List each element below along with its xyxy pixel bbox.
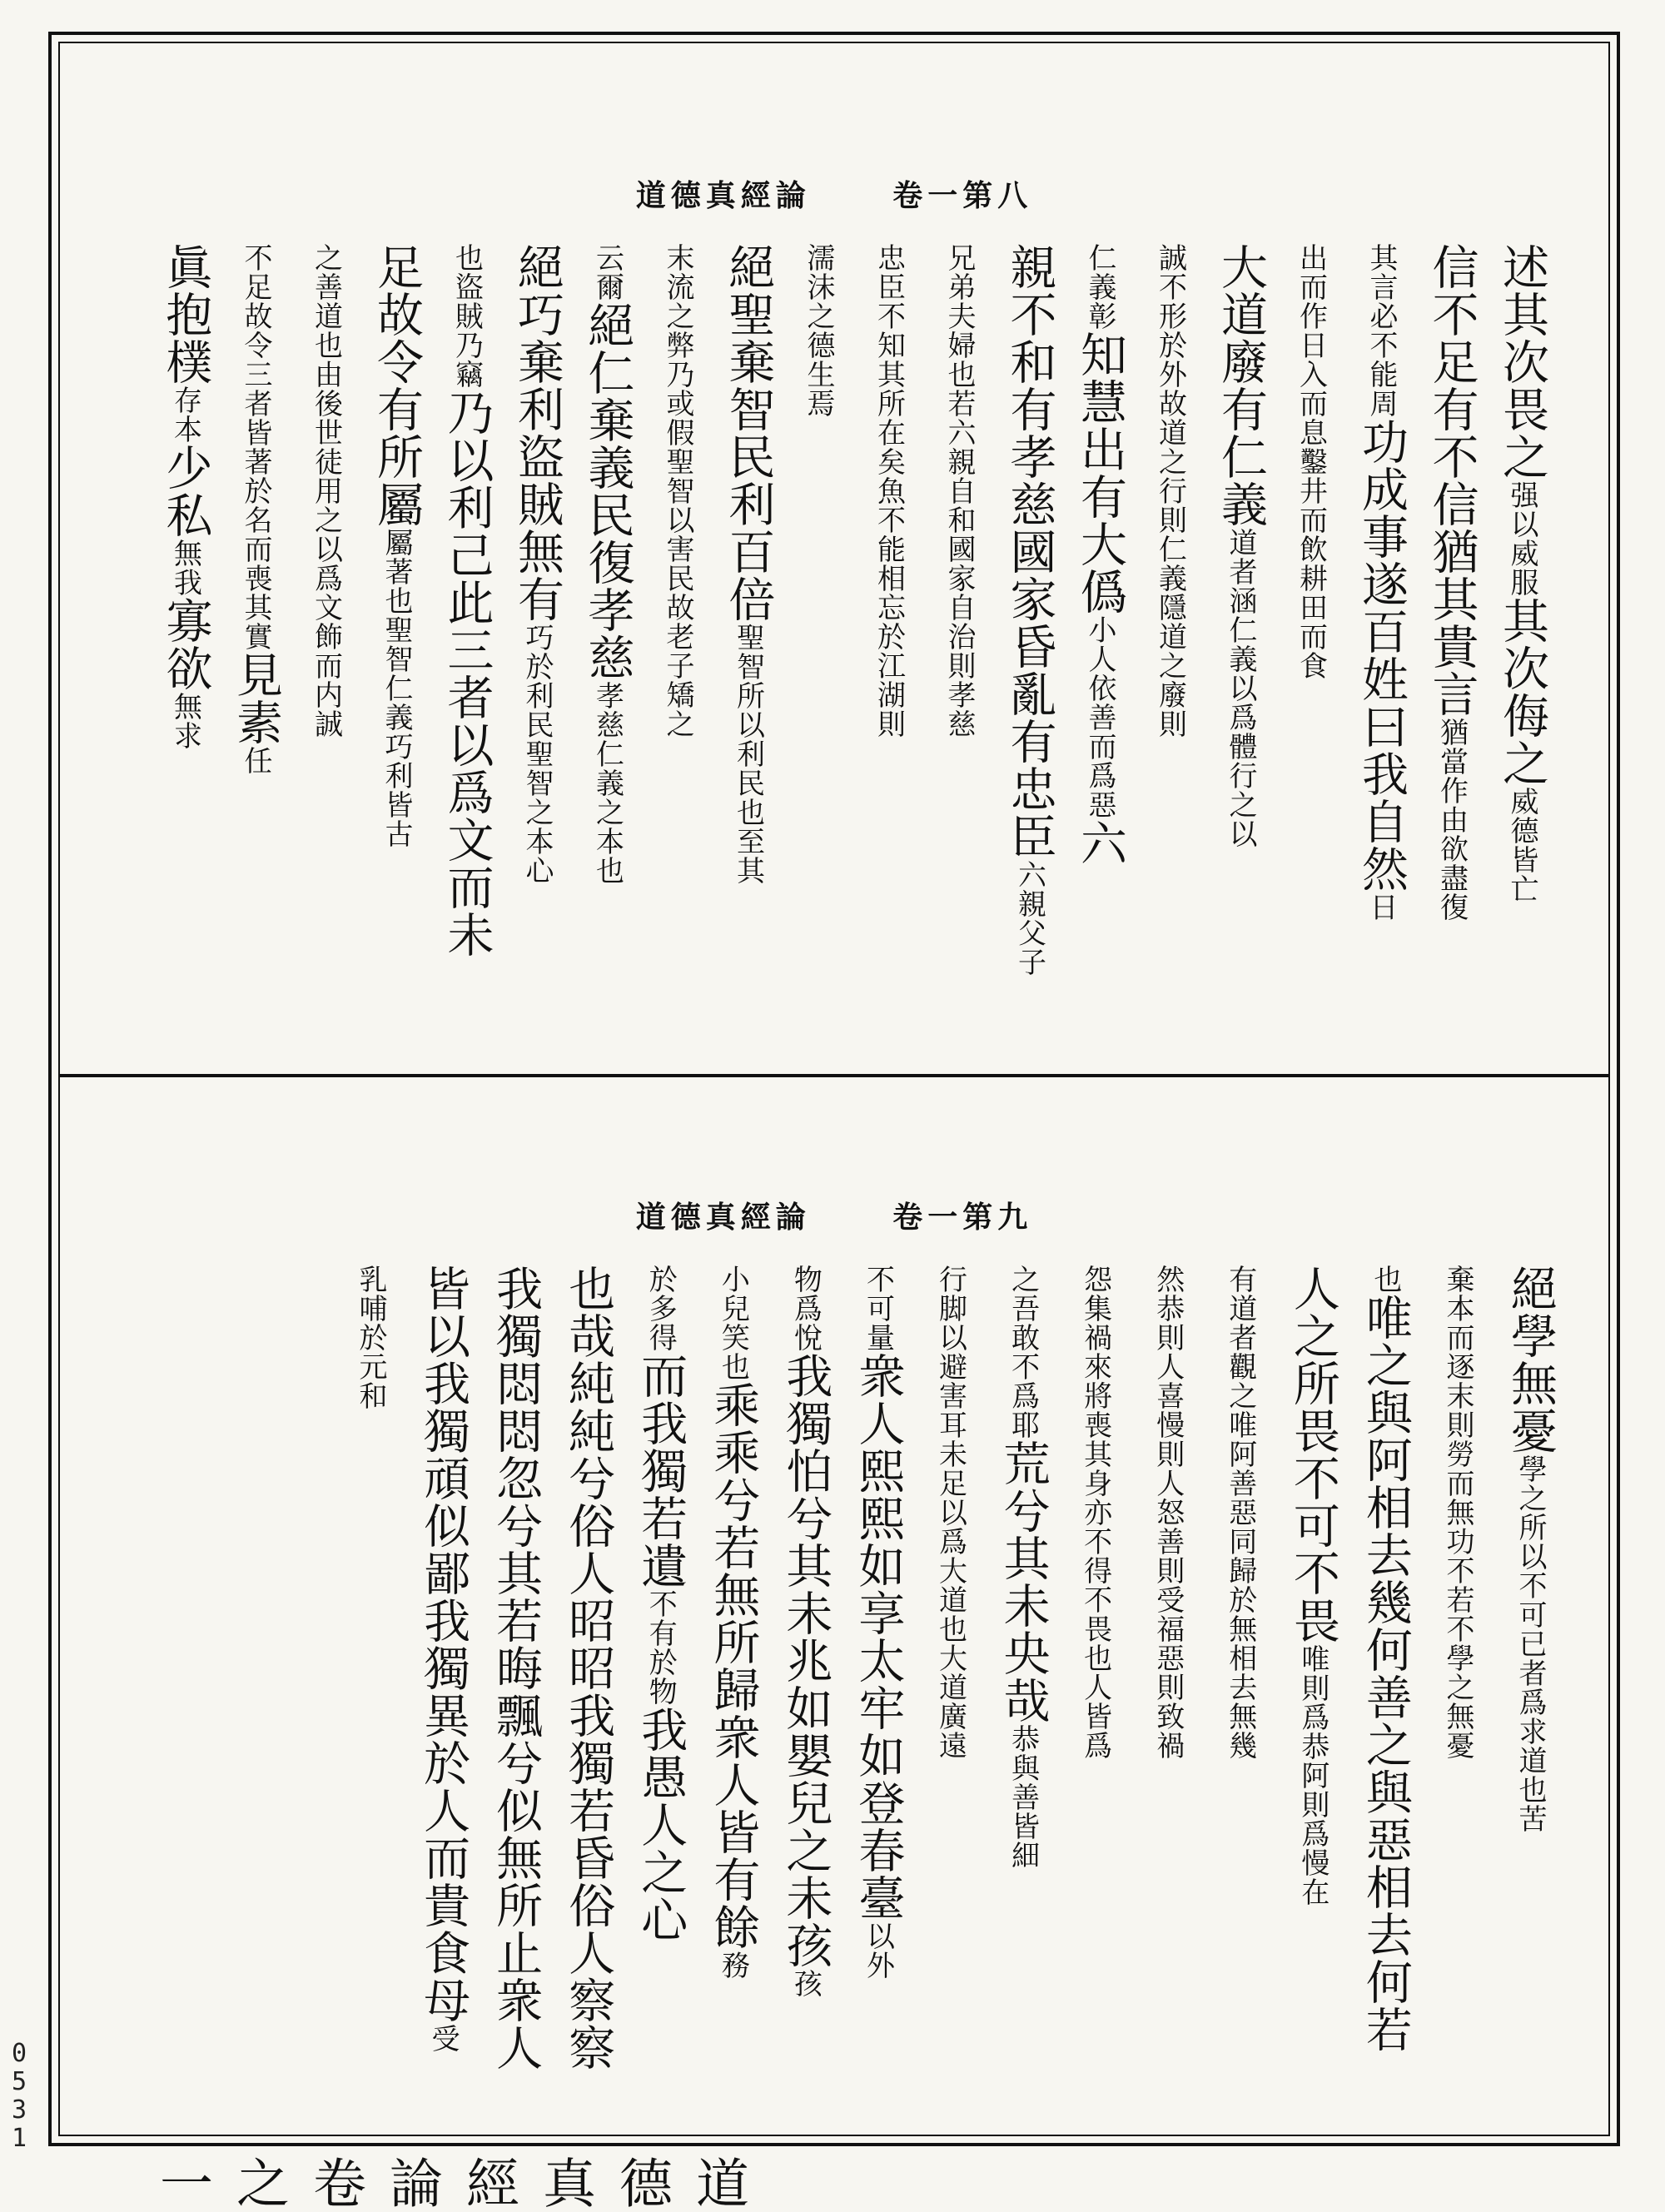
- text-column: [1207, 243, 1278, 1057]
- commentary-text: 强以威服: [1505, 480, 1538, 597]
- scripture-text: 六: [1073, 819, 1127, 867]
- scripture-text: 見素: [229, 651, 283, 746]
- text-column: [624, 1265, 697, 2126]
- text-column: [987, 1265, 1060, 2126]
- text-column: [1132, 1265, 1205, 2126]
- commentary-text: 巧於利民聖智之本心: [520, 623, 554, 885]
- text-column: [1418, 243, 1489, 1057]
- text-column: [914, 1265, 987, 2126]
- scripture-text: 述其次畏之: [1495, 243, 1549, 480]
- bottom-panel: [60, 1077, 1608, 2212]
- commentary-text: 存本: [168, 385, 202, 444]
- commentary-text: 濡沫之德生焉: [802, 243, 835, 418]
- scripture-text: 知慧出有大僞: [1073, 331, 1127, 615]
- commentary-text: 學之所以不可已者爲求道也苦: [1513, 1454, 1547, 1833]
- text-column: [363, 243, 434, 1057]
- text-column: [433, 243, 504, 1057]
- commentary-text: 無求: [168, 692, 202, 750]
- text-column: [926, 243, 997, 1057]
- text-column: [574, 243, 644, 1057]
- scripture-text: 足故令有所屬: [370, 243, 424, 528]
- text-column: [292, 243, 363, 1057]
- scripture-text: 眞抱樸: [158, 243, 213, 385]
- commentary-text: 不有於物: [644, 1589, 678, 1706]
- text-column: [1136, 243, 1207, 1057]
- commentary-text: 然恭則人喜慢則人怒善則受福惡則致禍: [1151, 1265, 1185, 1760]
- commentary-text: 行脚以避害耳未足以爲大道也大道廣遠: [933, 1265, 967, 1760]
- commentary-text: 末流之弊乃或假聖智以害民故老子矯之: [661, 243, 694, 738]
- scripture-text: 人之所畏不可不畏: [1285, 1265, 1340, 1644]
- commentary-text: 唯則爲恭阿則爲慢在: [1295, 1644, 1330, 1906]
- commentary-text: 出而作日入而息鑿井而飲耕田而食: [1294, 243, 1328, 680]
- commentary-text: 兄弟夫婦也若六親自和國家自治則孝慈: [942, 243, 976, 738]
- text-column: [480, 1265, 552, 2126]
- text-column: [714, 243, 785, 1057]
- text-column: [222, 243, 293, 1057]
- text-column: [152, 243, 222, 1057]
- running-head: [60, 172, 1608, 215]
- commentary-text: 任: [239, 746, 272, 775]
- running-head-volume: 卷一第八: [892, 178, 1033, 213]
- text-column: [407, 1265, 480, 2126]
- commentary-text: 無我: [168, 539, 202, 597]
- scripture-text: 我獨怕兮其未兆如嬰兒之未孩: [778, 1352, 833, 1969]
- commentary-text: 之善道也由後世徒用之以爲文飾而内誠: [309, 243, 343, 738]
- scripture-text: 親不和有孝慈國家昏亂有忠臣: [1002, 243, 1057, 860]
- commentary-text: 受: [426, 2024, 460, 2053]
- commentary-text: 忠臣不知其所在矣魚不能相忘於江湖則: [872, 243, 906, 738]
- commentary-text: 之吾敢不爲耶: [1006, 1265, 1040, 1439]
- commentary-text: 日: [1364, 892, 1398, 922]
- commentary-text: 云爾: [590, 243, 624, 301]
- scripture-text: 唯之與阿相去幾何善之與惡相去何若: [1358, 1294, 1413, 2053]
- text-column: [1349, 1265, 1422, 2126]
- scripture-text: 我愚人之心: [634, 1706, 688, 1943]
- running-head: [60, 1194, 1608, 1236]
- scripture-text: 皆以我獨頑似鄙我獨異於人而貴食母: [416, 1265, 471, 2024]
- scripture-text: 大道廢有仁義: [1214, 243, 1268, 528]
- scripture-text: 乃以利己: [440, 389, 495, 579]
- running-head-volume: 卷一第九: [892, 1200, 1033, 1235]
- commentary-text: 有道者觀之唯阿善惡同歸於無相去無幾: [1223, 1265, 1257, 1760]
- scripture-text: 絕聖棄智民利百倍: [721, 243, 776, 623]
- text-column: [335, 1265, 407, 2126]
- text-column: [996, 243, 1066, 1057]
- text-column: [1060, 1265, 1132, 2126]
- text-column: [769, 1265, 842, 2126]
- page-frame-inner: [58, 42, 1610, 2212]
- page-number: 0531: [12, 2039, 27, 2153]
- scripture-text: 我獨悶悶忽兮其若晦飄兮似無所止衆人: [489, 1265, 544, 2071]
- text-columns: [152, 243, 1558, 1057]
- running-head-title: 道德真經論: [635, 1200, 811, 1235]
- commentary-text: 誠不形於外故道之行則仁義隱道之廢則: [1153, 243, 1187, 738]
- commentary-text: 也盜賊乃竊: [450, 243, 484, 389]
- commentary-text: 其言必不能周: [1364, 243, 1398, 418]
- commentary-text: 乳哺於元和: [354, 1265, 387, 1410]
- scripture-text: 信不足有不信猶其貴言: [1424, 243, 1479, 718]
- text-column: [1348, 243, 1419, 1057]
- text-column: [1494, 1265, 1567, 2126]
- text-column: [1205, 1265, 1277, 2126]
- commentary-text: 棄本而逐末則勞而無功不若不學之無憂: [1440, 1265, 1474, 1760]
- commentary-text: 仁義彰: [1083, 243, 1116, 331]
- scripture-text: 衆人熙熙如享太牢如登春臺: [851, 1352, 906, 1921]
- commentary-text: 務: [716, 1951, 750, 1980]
- commentary-text: 六親父子: [1012, 860, 1046, 977]
- scripture-text: 乘乘兮若無所歸衆人皆有餘: [706, 1381, 761, 1951]
- scripture-text: 也哉純純兮俗人昭昭我獨若昏俗人察察: [561, 1265, 616, 2071]
- scripture-text: 絕仁棄義民復孝慈: [580, 301, 635, 681]
- text-column: [552, 1265, 624, 2126]
- scripture-text: 絕巧棄利盜賊無有: [510, 243, 564, 623]
- text-column: [1489, 243, 1559, 1057]
- commentary-text: 孝慈仁義之本也: [590, 681, 624, 885]
- commentary-text: 也: [1368, 1265, 1402, 1294]
- text-column: [1277, 243, 1348, 1057]
- commentary-text: 怨集禍來將喪其身亦不得不畏也人皆爲: [1078, 1265, 1112, 1760]
- book-title: 道德真經論卷之一: [151, 2155, 748, 2212]
- text-columns: [335, 1265, 1567, 2126]
- text-column: [644, 243, 715, 1057]
- text-column: [1066, 243, 1137, 1057]
- scripture-text: 絕學無憂: [1503, 1265, 1558, 1454]
- commentary-text: 小兒笑也: [716, 1265, 750, 1381]
- running-head-title: 道德真經論: [635, 178, 811, 213]
- commentary-text: 屬著也聖智仁義巧利皆古: [380, 528, 413, 848]
- commentary-text: 不可量: [861, 1265, 895, 1352]
- scripture-text: 少私: [158, 444, 213, 539]
- top-panel: [60, 43, 1608, 1074]
- text-column: [697, 1265, 769, 2126]
- text-column: [1422, 1265, 1494, 2126]
- commentary-text: 以外: [861, 1921, 895, 1980]
- commentary-text: 不足故令三者皆著於名而喪其實: [239, 243, 272, 651]
- commentary-text: 威德皆亡: [1505, 787, 1538, 903]
- scripture-text: 荒兮其未央哉: [996, 1439, 1051, 1724]
- commentary-text: 恭與善皆細: [1006, 1724, 1040, 1870]
- text-column: [842, 1265, 914, 2126]
- text-column: [504, 243, 574, 1057]
- commentary-text: 於多得: [644, 1265, 678, 1352]
- commentary-text: 小人依善而爲惡: [1083, 615, 1116, 819]
- commentary-text: 道者涵仁義以爲體行之以: [1224, 528, 1257, 848]
- scripture-text: 而我獨若遺: [634, 1352, 688, 1589]
- scripture-text: 此三者以爲文而未: [440, 579, 495, 958]
- text-column: [855, 243, 926, 1057]
- commentary-text: 物爲悅: [788, 1265, 823, 1352]
- scripture-text: 功成事遂百姓曰我自然: [1354, 418, 1409, 892]
- commentary-text: 聖智所以利民也至其: [731, 623, 765, 885]
- scripture-text: 寡欲: [158, 597, 213, 692]
- commentary-text: 孩: [788, 1969, 823, 1998]
- text-column: [785, 243, 856, 1057]
- commentary-text: 猶當作由欲盡復: [1434, 718, 1469, 922]
- scripture-text: 其次侮之: [1495, 597, 1549, 787]
- text-column: [1277, 1265, 1349, 2126]
- page-frame: [48, 32, 1620, 2212]
